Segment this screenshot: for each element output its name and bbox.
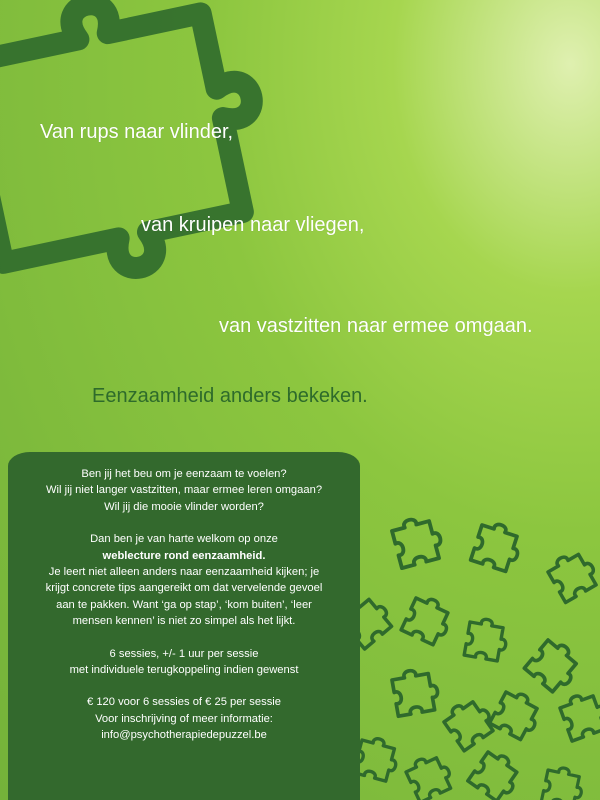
headline-line-1: Van rups naar vlinder,: [40, 121, 234, 143]
pricing-line: € 120 voor 6 sessies of € 25 per sessie: [86, 696, 282, 709]
intro-line-1: Ben jij het beu om je eenzaam te voelen?: [81, 468, 287, 480]
small-puzzle-pieces-icon: [338, 513, 600, 800]
contact-line: Voor inschrijving of meer informatie:: [95, 712, 273, 725]
description-line-2: krijgt concrete tips aangereikt om dat vervelende gevoel: [45, 582, 323, 595]
sessions-line-2: met individuele terugkoppeling indien gewenst: [69, 664, 299, 677]
welcome-text: Dan ben je van harte welkom op onze: [90, 533, 278, 546]
intro-line-3: Wil jij die mooie vlinder worden?: [104, 500, 264, 513]
description-line-3: aan te pakken. Want ‘ga op stap’, ‘kom buiten’, ‘leer: [56, 598, 312, 611]
info-box: [8, 452, 360, 800]
headline-line-3: van vastzitten naar ermee omgaan.: [219, 315, 533, 337]
course-title: weblecture rond eenzaamheid.: [102, 549, 266, 562]
description-line-1: Je leert niet alleen anders naar eenzaamheid kijken; je: [48, 566, 320, 579]
email-address: info@psychotherapiedepuzzel.be: [101, 729, 267, 742]
intro-line-2: Wil jij niet langer vastzitten, maar ermee leren omgaan?: [45, 484, 323, 497]
tagline: Eenzaamheid anders bekeken.: [92, 385, 368, 407]
large-puzzle-piece-icon: [0, 0, 281, 295]
description-line-4: mensen kennen’ is niet zo simpel als het lijkt.: [72, 615, 296, 628]
headline-line-2: van kruipen naar vliegen,: [141, 214, 365, 236]
sessions-line-1: 6 sessies, +/- 1 uur per sessie: [109, 647, 259, 660]
